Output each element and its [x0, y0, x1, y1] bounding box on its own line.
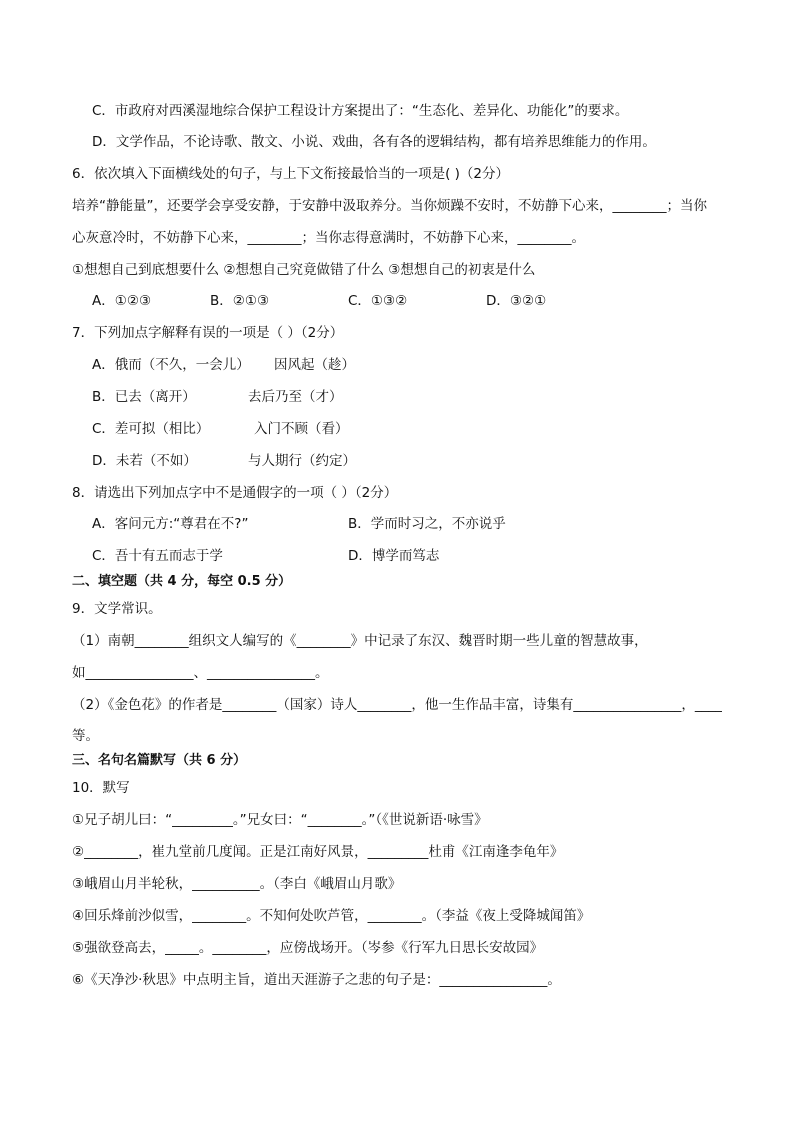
q9-1-line1: （1）南朝________组织文人编写的《________》中记录了东汉、魏晋时期一些儿童的智慧故事，	[72, 633, 648, 649]
q8-option-c: C．吾十有五而志于学	[92, 548, 223, 564]
q7-row-c-left: C．差可拟（相比）	[92, 421, 210, 437]
q7-row-c-right: 入门不顾（看）	[254, 421, 349, 437]
q10-item-4: ④回乐烽前沙似雪，________。不知何处吹芦管，________。（李益《夜上受降城闻笛》	[72, 908, 591, 924]
q10-item-5: ⑤强欲登高去，_____。________，应傍战场开。（岑参《行军九日思长安故园》	[72, 940, 544, 956]
q7-row-a-left: A．俄而（不久，一会儿）	[92, 357, 250, 373]
q9-2-line2: 等。	[72, 728, 99, 744]
q7-row-b-left: B．已去（离开）	[92, 389, 196, 405]
q10-item-2: ②________，崔九堂前几度闻。正是江南好风景，_________杜甫《江南逢李龟年》	[72, 844, 564, 860]
q6-option-a: A．①②③	[92, 293, 152, 309]
q9-1-line2: 如________________、________________。	[72, 665, 329, 681]
section2-heading: 二、填空题（共 4 分，每空 0.5 分）	[72, 574, 292, 589]
q8-option-a: A．客问元方:“尊君在不?”	[92, 516, 249, 532]
q10-title: 10．默写	[72, 780, 130, 796]
q6-stem: 6．依次填入下面横线处的句子，与上下文衔接最恰当的一项是( )（2分）	[72, 166, 510, 182]
q7-row-b-right: 去后乃至（才）	[248, 389, 343, 405]
q5-option-d: D．文学作品，不论诗歌、散文、小说、戏曲，各有各的逻辑结构，都有培养思维能力的作用。	[92, 134, 656, 150]
q6-passage-line2: 心灰意冷时，不妨静下心来，________；当你志得意满时，不妨静下心来，________。	[72, 230, 585, 246]
q10-item-1: ①兄子胡儿曰：“_________。”兄女曰：“________。”（《世说新语·咏雪》	[72, 812, 488, 828]
q7-row-a-right: 因风起（趁）	[274, 357, 355, 373]
q6-option-d: D．③②①	[486, 293, 547, 309]
q10-item-3: ③峨眉山月半轮秋，__________。（李白《峨眉山月歌》	[72, 876, 402, 892]
q5-option-c: C．市政府对西溪湿地综合保护工程设计方案提出了：“生态化、差异化、功能化”的要求。	[92, 103, 629, 119]
q6-option-b: B．②①③	[210, 293, 270, 309]
q8-stem: 8．请选出下列加点字中不是通假字的一项（ ）（2分）	[72, 485, 398, 501]
q10-item-6: ⑥《天净沙·秋思》中点明主旨，道出天涯游子之悲的句子是：________________。	[72, 972, 561, 988]
q8-option-d: D．博学而笃志	[348, 548, 440, 564]
section3-heading: 三、名句名篇默写（共 6 分）	[72, 753, 247, 768]
q6-passage-line1: 培养“静能量”，还要学会享受安静，于安静中汲取养分。当你烦躁不安时，不妨静下心来，________；当你	[72, 198, 707, 214]
q7-stem: 7．下列加点字解释有误的一项是（ ）（2分）	[72, 325, 344, 341]
q9-2-line1: （2）《金色花》的作者是________（国家）诗人________，他一生作品丰富，诗集有________________，____	[72, 697, 722, 713]
q6-choices: ①想想自己到底想要什么 ②想想自己究竟做错了什么 ③想想自己的初衷是什么	[72, 262, 536, 278]
q6-option-c: C．①③②	[348, 293, 408, 309]
q9-title: 9．文学常识。	[72, 601, 162, 617]
q8-option-b: B．学而时习之，不亦说乎	[348, 516, 506, 532]
q7-row-d-right: 与人期行（约定）	[248, 453, 356, 469]
q7-row-d-left: D．未若（不如）	[92, 453, 197, 469]
